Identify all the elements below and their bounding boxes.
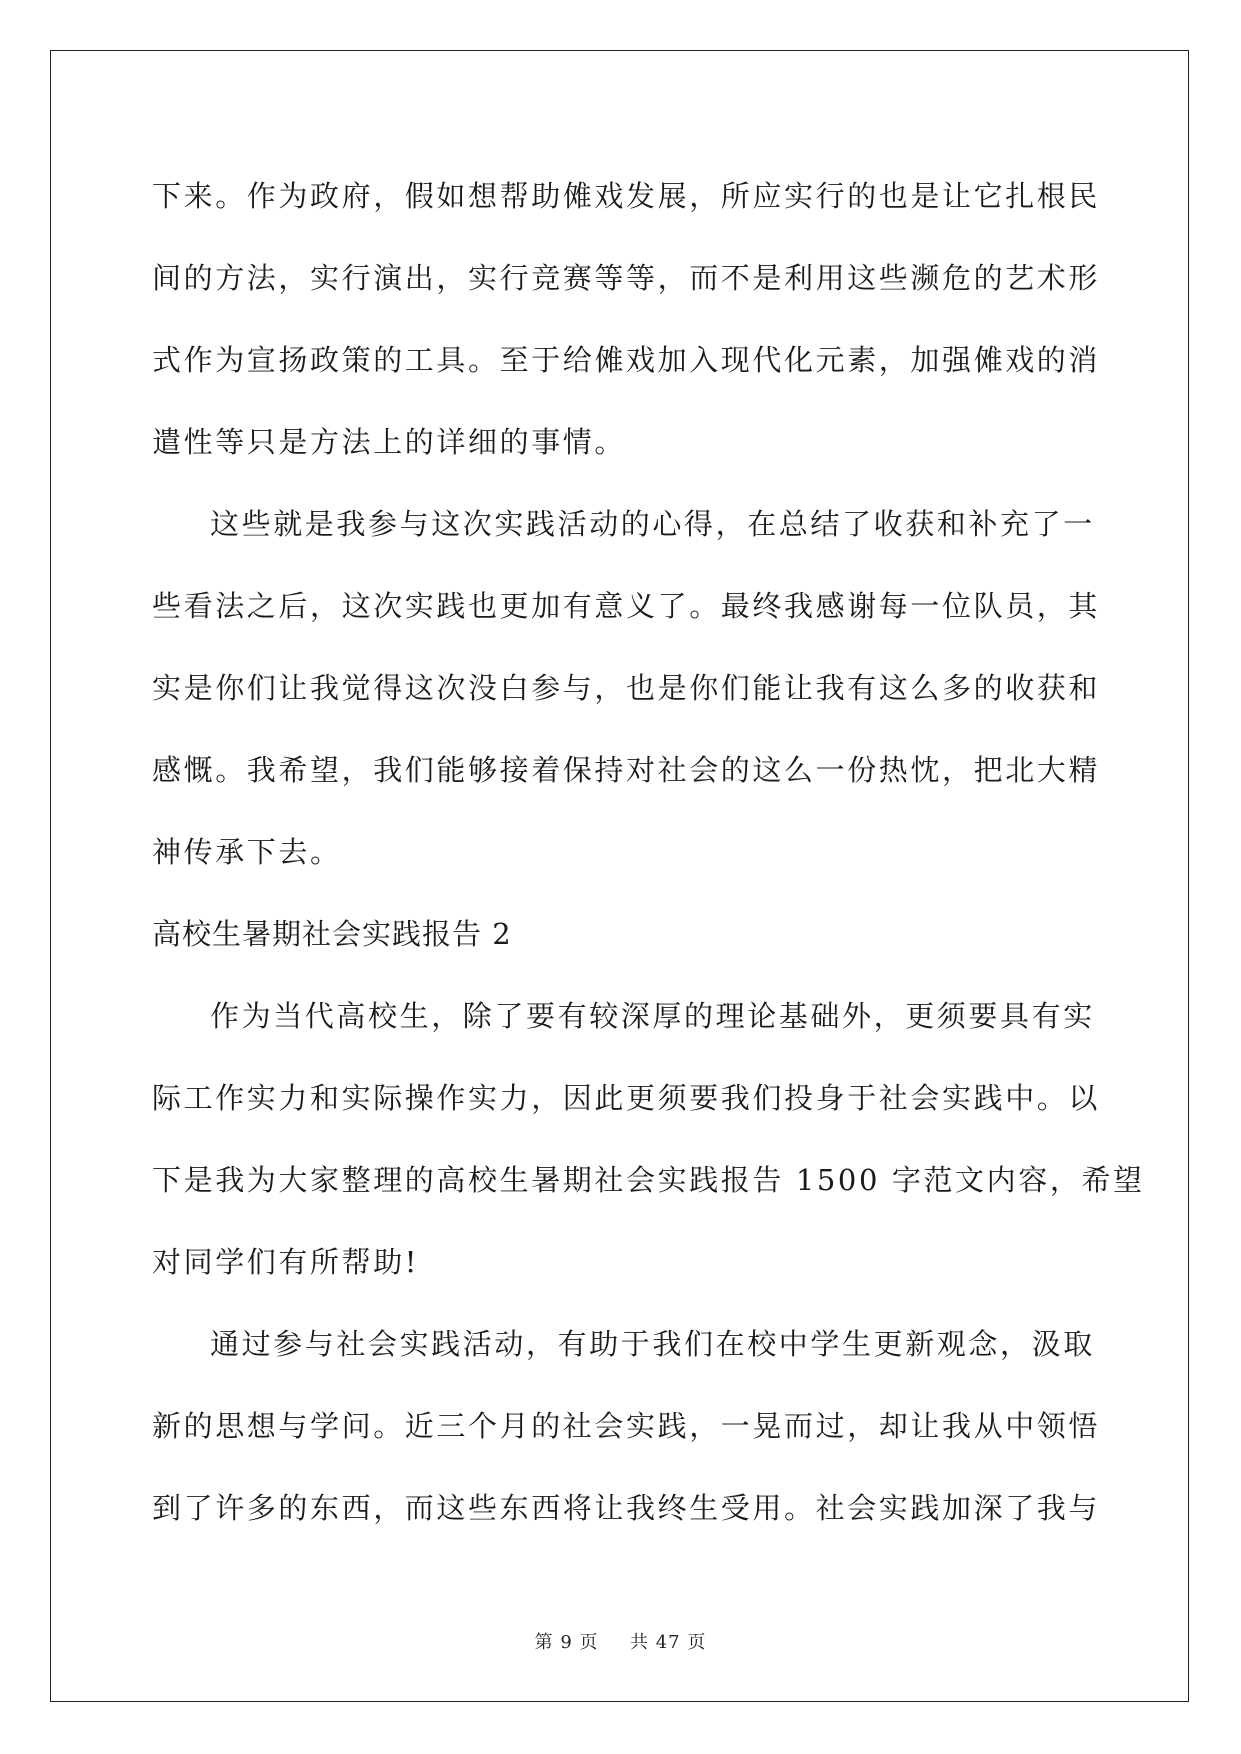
text-line: 感慨。我希望，我们能够接着保持对社会的这么一份热忱，把北大精 bbox=[152, 753, 1101, 787]
text-line: 下来。作为政府，假如想帮助傩戏发展，所应实行的也是让它扎根民 bbox=[152, 179, 1101, 213]
text-line: 神传承下去。 bbox=[152, 835, 342, 869]
text-line: 到了许多的东西，而这些东西将让我终生受用。社会实践加深了我与 bbox=[152, 1491, 1101, 1525]
text-line: 作为当代高校生，除了要有较深厚的理论基础外，更须要具有实 bbox=[210, 999, 1095, 1033]
text-line: 下是我为大家整理的高校生暑期社会实践报告 1500 字范文内容，希望 bbox=[152, 1163, 1145, 1197]
page-number: 第 9 页 bbox=[534, 1632, 599, 1653]
text-line: 通过参与社会实践活动，有助于我们在校中学生更新观念，汲取 bbox=[210, 1327, 1095, 1361]
text-line: 际工作实力和实际操作实力，因此更须要我们投身于社会实践中。以 bbox=[152, 1081, 1101, 1115]
document-body bbox=[152, 155, 1145, 1549]
section-heading: 高校生暑期社会实践报告 2 bbox=[152, 917, 512, 951]
text-line: 新的思想与学问。近三个月的社会实践，一晃而过，却让我从中领悟 bbox=[152, 1409, 1101, 1443]
text-line: 式作为宣扬政策的工具。至于给傩戏加入现代化元素，加强傩戏的消 bbox=[152, 343, 1101, 377]
text-line: 这些就是我参与这次实践活动的心得，在总结了收获和补充了一 bbox=[210, 507, 1095, 541]
text-line: 实是你们让我觉得这次没白参与，也是你们能让我有这么多的收获和 bbox=[152, 671, 1101, 705]
text-line: 些看法之后，这次实践也更加有意义了。最终我感谢每一位队员，其 bbox=[152, 589, 1101, 623]
page-total: 共 47 页 bbox=[630, 1632, 707, 1653]
page-footer bbox=[0, 1628, 1241, 1654]
text-line: 间的方法，实行演出，实行竞赛等等，而不是利用这些濒危的艺术形 bbox=[152, 261, 1101, 295]
text-line: 遣性等只是方法上的详细的事情。 bbox=[152, 425, 627, 459]
text-line: 对同学们有所帮助! bbox=[152, 1245, 420, 1279]
